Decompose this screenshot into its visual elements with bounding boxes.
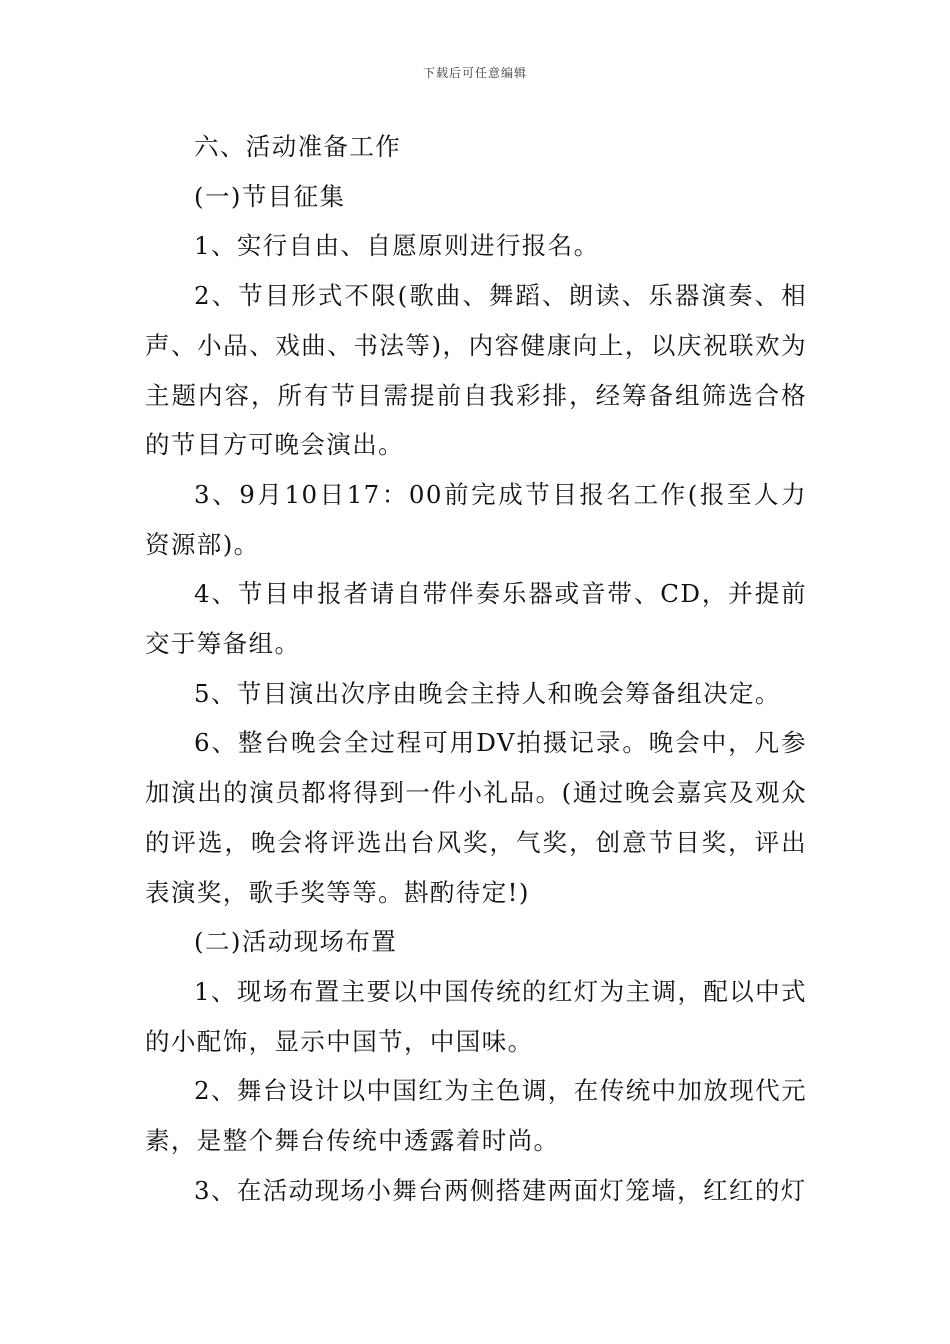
paragraph: 2、舞台设计以中国红为主色调，在传统中加放现代元素，是整个舞台传统中透露着时尚。 (145, 1076, 807, 1156)
section-heading: 六、活动准备工作 (194, 132, 402, 161)
paragraph: 5、节目演出次序由晚会主持人和晚会筹备组决定。 (194, 678, 781, 708)
paragraph: 2、节目形式不限(歌曲、舞蹈、朗读、乐器演奏、相声、小品、戏曲、书法等)，内容健康向上，以庆祝联欢为主题内容，所有节目需提前自我彩排，经筹备组筛选合格的节目方可晚会演出。 (145, 281, 807, 460)
paragraph: 3、9月10日17：00前完成节目报名工作(报至人力资源部)。 (145, 479, 807, 559)
subsection-heading: (二)活动现场布置 (194, 927, 398, 957)
paragraph: 3、在活动现场小舞台两侧搭建两面灯笼墙，红红的灯 (194, 1175, 807, 1205)
paragraph: 6、整台晚会全过程可用DV拍摄记录。晚会中，凡参加演出的演员都将得到一件小礼品。(通过晚会嘉宾及观众的评选，晚会将评选出台风奖，气奖，创意节目奖，评出表演奖，歌手奖等等。斟酌待定!) (145, 728, 807, 907)
document-body (145, 122, 807, 1215)
subsection-heading: (一)节目征集 (194, 181, 346, 211)
page-header: 下载后可任意编辑 (422, 66, 527, 80)
paragraph: 1、现场布置主要以中国传统的红灯为主调，配以中式的小配饰，显示中国节，中国味。 (145, 976, 807, 1056)
paragraph: 1、实行自由、自愿原则进行报名。 (194, 231, 600, 261)
paragraph: 4、节目申报者请自带伴奏乐器或音带、CD，并提前交于筹备组。 (145, 579, 807, 659)
